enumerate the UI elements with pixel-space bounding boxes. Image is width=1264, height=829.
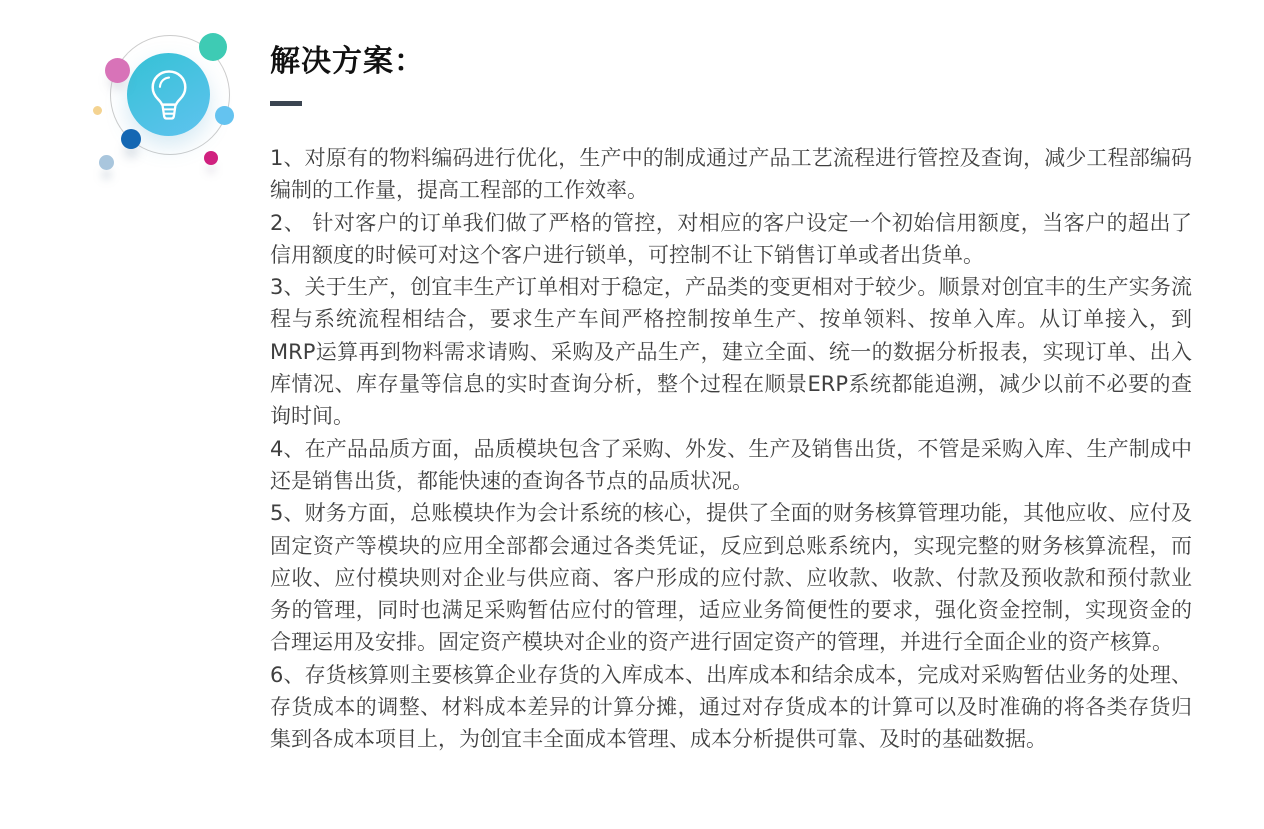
page-title: 解决方案： — [270, 44, 425, 79]
solution-paragraph: 6、存货核算则主要核算企业存货的入库成本、出库成本和结余成本，完成对采购暂估业务的处理、存货成本的调整、材料成本差异的计算分摊，通过对存货成本的计算可以及时准确的将各类存货归集到各成本项目上，为创宜丰全面成本管理、成本分析提供可靠、及时的基础数据。 — [270, 662, 1192, 752]
solution-paragraph: 2、 针对客户的订单我们做了严格的管控，对相应的客户设定一个初始信用额度，当客户的超出了信用额度的时候可对这个客户进行锁单，可控制不让下销售订单或者出货单。 — [270, 210, 1192, 267]
decor-dot-sky — [215, 106, 234, 125]
lightbulb-circle — [127, 53, 210, 136]
accent-dash — [270, 101, 302, 106]
solution-paragraph: 5、财务方面，总账模块作为会计系统的核心，提供了全面的财务核算管理功能，其他应收、应付及固定资产等模块的应用全部都会通过各类凭证，反应到总账系统内，实现完整的财务核算流程，而应收、应付模块则对企业与供应商、客户形成的应付款、应收款、收款、付款及预收款和预付款业务的管理，同时也满足采购暂估应付的管理，适应业务简便性的要求，强化资金控制，实现资金的合理运用及安排。固定资产模块对企业的资产进行固定资产的管理，并进行全面企业的资产核算。 — [270, 501, 1192, 655]
decor-dot-pink — [105, 58, 130, 83]
solution-paragraphs — [270, 142, 1192, 756]
solution-section — [270, 44, 1192, 756]
solution-paragraph: 3、关于生产，创宜丰生产订单相对于稳定，产品类的变更相对于较少。顺景对创宜丰的生产实务流程与系统流程相结合，要求生产车间严格控制按单生产、按单领料、按单入库。从订单接入，到MRP运算再到物料需求请购、采购及产品生产，建立全面、统一的数据分析报表，实现订单、出入库情况、库存量等信息的实时查询分析，整个过程在顺景ERP系统都能追溯，减少以前不必要的查询时间。 — [270, 275, 1192, 429]
lightbulb-icon — [146, 68, 192, 122]
decor-dot-teal — [199, 33, 227, 61]
solution-paragraph: 1、对原有的物料编码进行优化，生产中的制成通过产品工艺流程进行管控及查询，减少工程部编码编制的工作量，提高工程部的工作效率。 — [270, 146, 1192, 203]
decor-dot-magenta — [204, 151, 218, 165]
lightbulb-illustration — [95, 25, 245, 195]
solution-paragraph: 4、在产品品质方面，品质模块包含了采购、外发、生产及销售出货，不管是采购入库、生产制成中还是销售出货，都能快速的查询各节点的品质状况。 — [270, 436, 1192, 493]
decor-dot-yellow — [93, 106, 102, 115]
decor-dot-blue — [121, 129, 141, 149]
decor-dot-steel — [99, 155, 114, 170]
